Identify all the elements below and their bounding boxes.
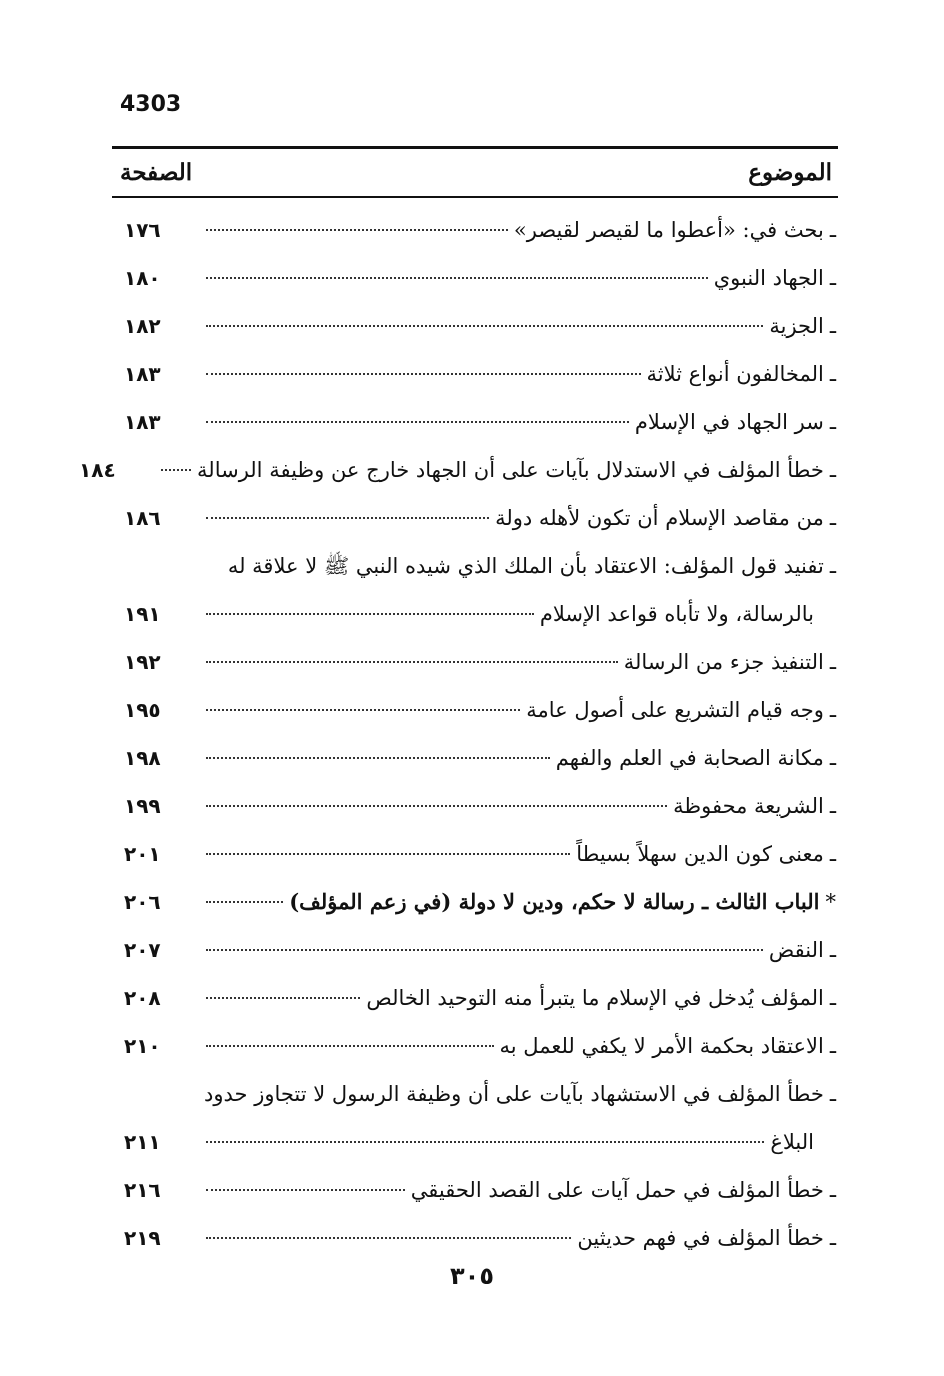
toc-entry [124,926,836,974]
toc-entry [124,254,836,302]
entry-page: ١٨٤ [79,458,116,482]
toc-entry [124,782,836,830]
dot-leader [206,277,708,279]
toc-entry [124,302,836,350]
entry-bullet: ـ [829,1226,836,1250]
entry-bullet: ـ [829,458,836,482]
dot-leader [206,853,570,855]
page-id: 4303 [120,92,182,117]
entry-title-continued: البلاغ [770,1130,814,1154]
dot-leader [206,421,629,423]
page-number: ٣٠٥ [450,1262,494,1290]
entry-bullet: ـ [829,266,836,290]
toc-entry [124,734,836,782]
entry-bullet: ـ [829,650,836,674]
entry-page: ١٨٢ [124,314,161,338]
entry-bullet: ـ [829,1082,836,1106]
entry-bullet: ـ [829,1178,836,1202]
entry-title-continued: بالرسالة، ولا تأباه قواعد الإسلام [539,602,814,626]
dot-leader [206,1045,494,1047]
dot-leader [206,1237,571,1239]
toc-entry [124,878,836,926]
toc-entry [124,974,836,1022]
entry-page: ١٩٥ [124,698,161,722]
entry-page: ٢١٩ [124,1226,161,1250]
entry-bullet: ـ [829,410,836,434]
dot-leader [206,1141,764,1143]
entry-bullet: ـ [829,554,836,578]
entry-page: ٢١٠ [124,1034,161,1058]
entry-bullet: ـ [829,218,836,242]
entry-title: الشريعة محفوظة [673,794,824,818]
entry-title: المؤلف يُدخل في الإسلام ما يتبرأ منه التوحيد الخالص [366,986,824,1010]
entry-page: ١٨٣ [124,410,161,434]
entry-title: النقض [768,938,824,962]
entry-title: وجه قيام التشريع على أصول عامة [526,698,824,722]
entry-bullet: ـ [829,986,836,1010]
page-column-label: الصفحة [120,158,193,186]
entry-title: معنى كون الدين سهلاً بسيطاً [576,842,824,866]
entry-title: مكانة الصحابة في العلم والفهم [555,746,824,770]
entry-page: ٢٠٧ [124,938,161,962]
entry-page: ٢١٦ [124,1178,161,1202]
entry-bullet: ـ [829,938,836,962]
toc-entry [124,542,836,638]
toc-entry [124,1022,836,1070]
entry-bullet: * [825,890,836,914]
toc-entry [124,350,836,398]
dot-leader [206,1189,405,1191]
entry-title: الجزية [769,314,824,338]
dot-leader [206,517,489,519]
entry-page: ١٨٣ [124,362,161,386]
toc-entry [124,398,836,446]
entry-title: الاعتقاد بحكمة الأمر لا يكفي للعمل به [499,1034,824,1058]
toc-entry [124,638,836,686]
entry-bullet: ـ [829,362,836,386]
toc-list [79,206,836,1262]
dot-leader [206,949,763,951]
entry-page: ١٨٦ [124,506,161,530]
entry-page: ١٧٦ [124,218,161,242]
entry-page: ٢٠١ [124,842,161,866]
toc-entry [124,1070,836,1166]
entry-title: خطأ المؤلف في الاستدلال بآيات على أن الجهاد خارج عن وظيفة الرسالة [197,458,824,482]
topic-column-label: الموضوع [748,158,832,186]
entry-page: ٢١١ [124,1130,161,1154]
entry-title: بحث في: «أعطوا ما لقيصر لقيصر» [513,218,824,242]
toc-entry [124,830,836,878]
dot-leader [206,901,283,903]
dot-leader [206,997,360,999]
entry-page: ١٩٢ [124,650,161,674]
entry-title: من مقاصد الإسلام أن تكون لأهله دولة [495,506,824,530]
toc-entry [124,1214,836,1262]
entry-title: خطأ المؤلف في الاستشهاد بآيات على أن وظيفة الرسول لا تتجاوز حدود [204,1082,824,1106]
entry-page: ٢٠٦ [124,890,161,914]
entry-title: الجهاد النبوي [713,266,824,290]
entry-bullet: ـ [829,794,836,818]
header-bottom-rule [112,196,838,198]
entry-title: الباب الثالث ـ رسالة لا حكم، ودين لا دولة (في زعم المؤلف) [289,889,820,914]
toc-entry [79,446,836,494]
dot-leader [161,469,191,471]
toc-header [120,152,832,192]
entry-title: تفنيد قول المؤلف: الاعتقاد بأن الملك الذي شيده النبي ﷺ لا علاقة له [227,554,824,578]
entry-title: المخالفون أنواع ثلاثة [646,362,824,386]
toc-entry [124,494,836,542]
entry-title: التنفيذ جزء من الرسالة [623,650,824,674]
header-top-rule [112,146,838,149]
entry-bullet: ـ [829,1034,836,1058]
dot-leader [206,613,534,615]
toc-entry [124,206,836,254]
dot-leader [206,709,520,711]
dot-leader [206,373,641,375]
entry-page: ١٩٨ [124,746,161,770]
entry-bullet: ـ [829,506,836,530]
entry-title: خطأ المؤلف في فهم حديثين [577,1226,824,1250]
toc-entry [124,1166,836,1214]
entry-bullet: ـ [829,842,836,866]
dot-leader [206,325,763,327]
dot-leader [206,229,508,231]
dot-leader [206,805,667,807]
dot-leader [206,757,550,759]
entry-title: سر الجهاد في الإسلام [634,410,824,434]
dot-leader [206,661,618,663]
entry-bullet: ـ [829,314,836,338]
entry-title: خطأ المؤلف في حمل آيات على القصد الحقيقي [410,1178,824,1202]
entry-page: ١٩٩ [124,794,161,818]
toc-entry [124,686,836,734]
entry-page: ١٨٠ [124,266,161,290]
entry-bullet: ـ [829,746,836,770]
entry-bullet: ـ [829,698,836,722]
entry-page: ٢٠٨ [124,986,161,1010]
entry-page: ١٩١ [124,602,161,626]
